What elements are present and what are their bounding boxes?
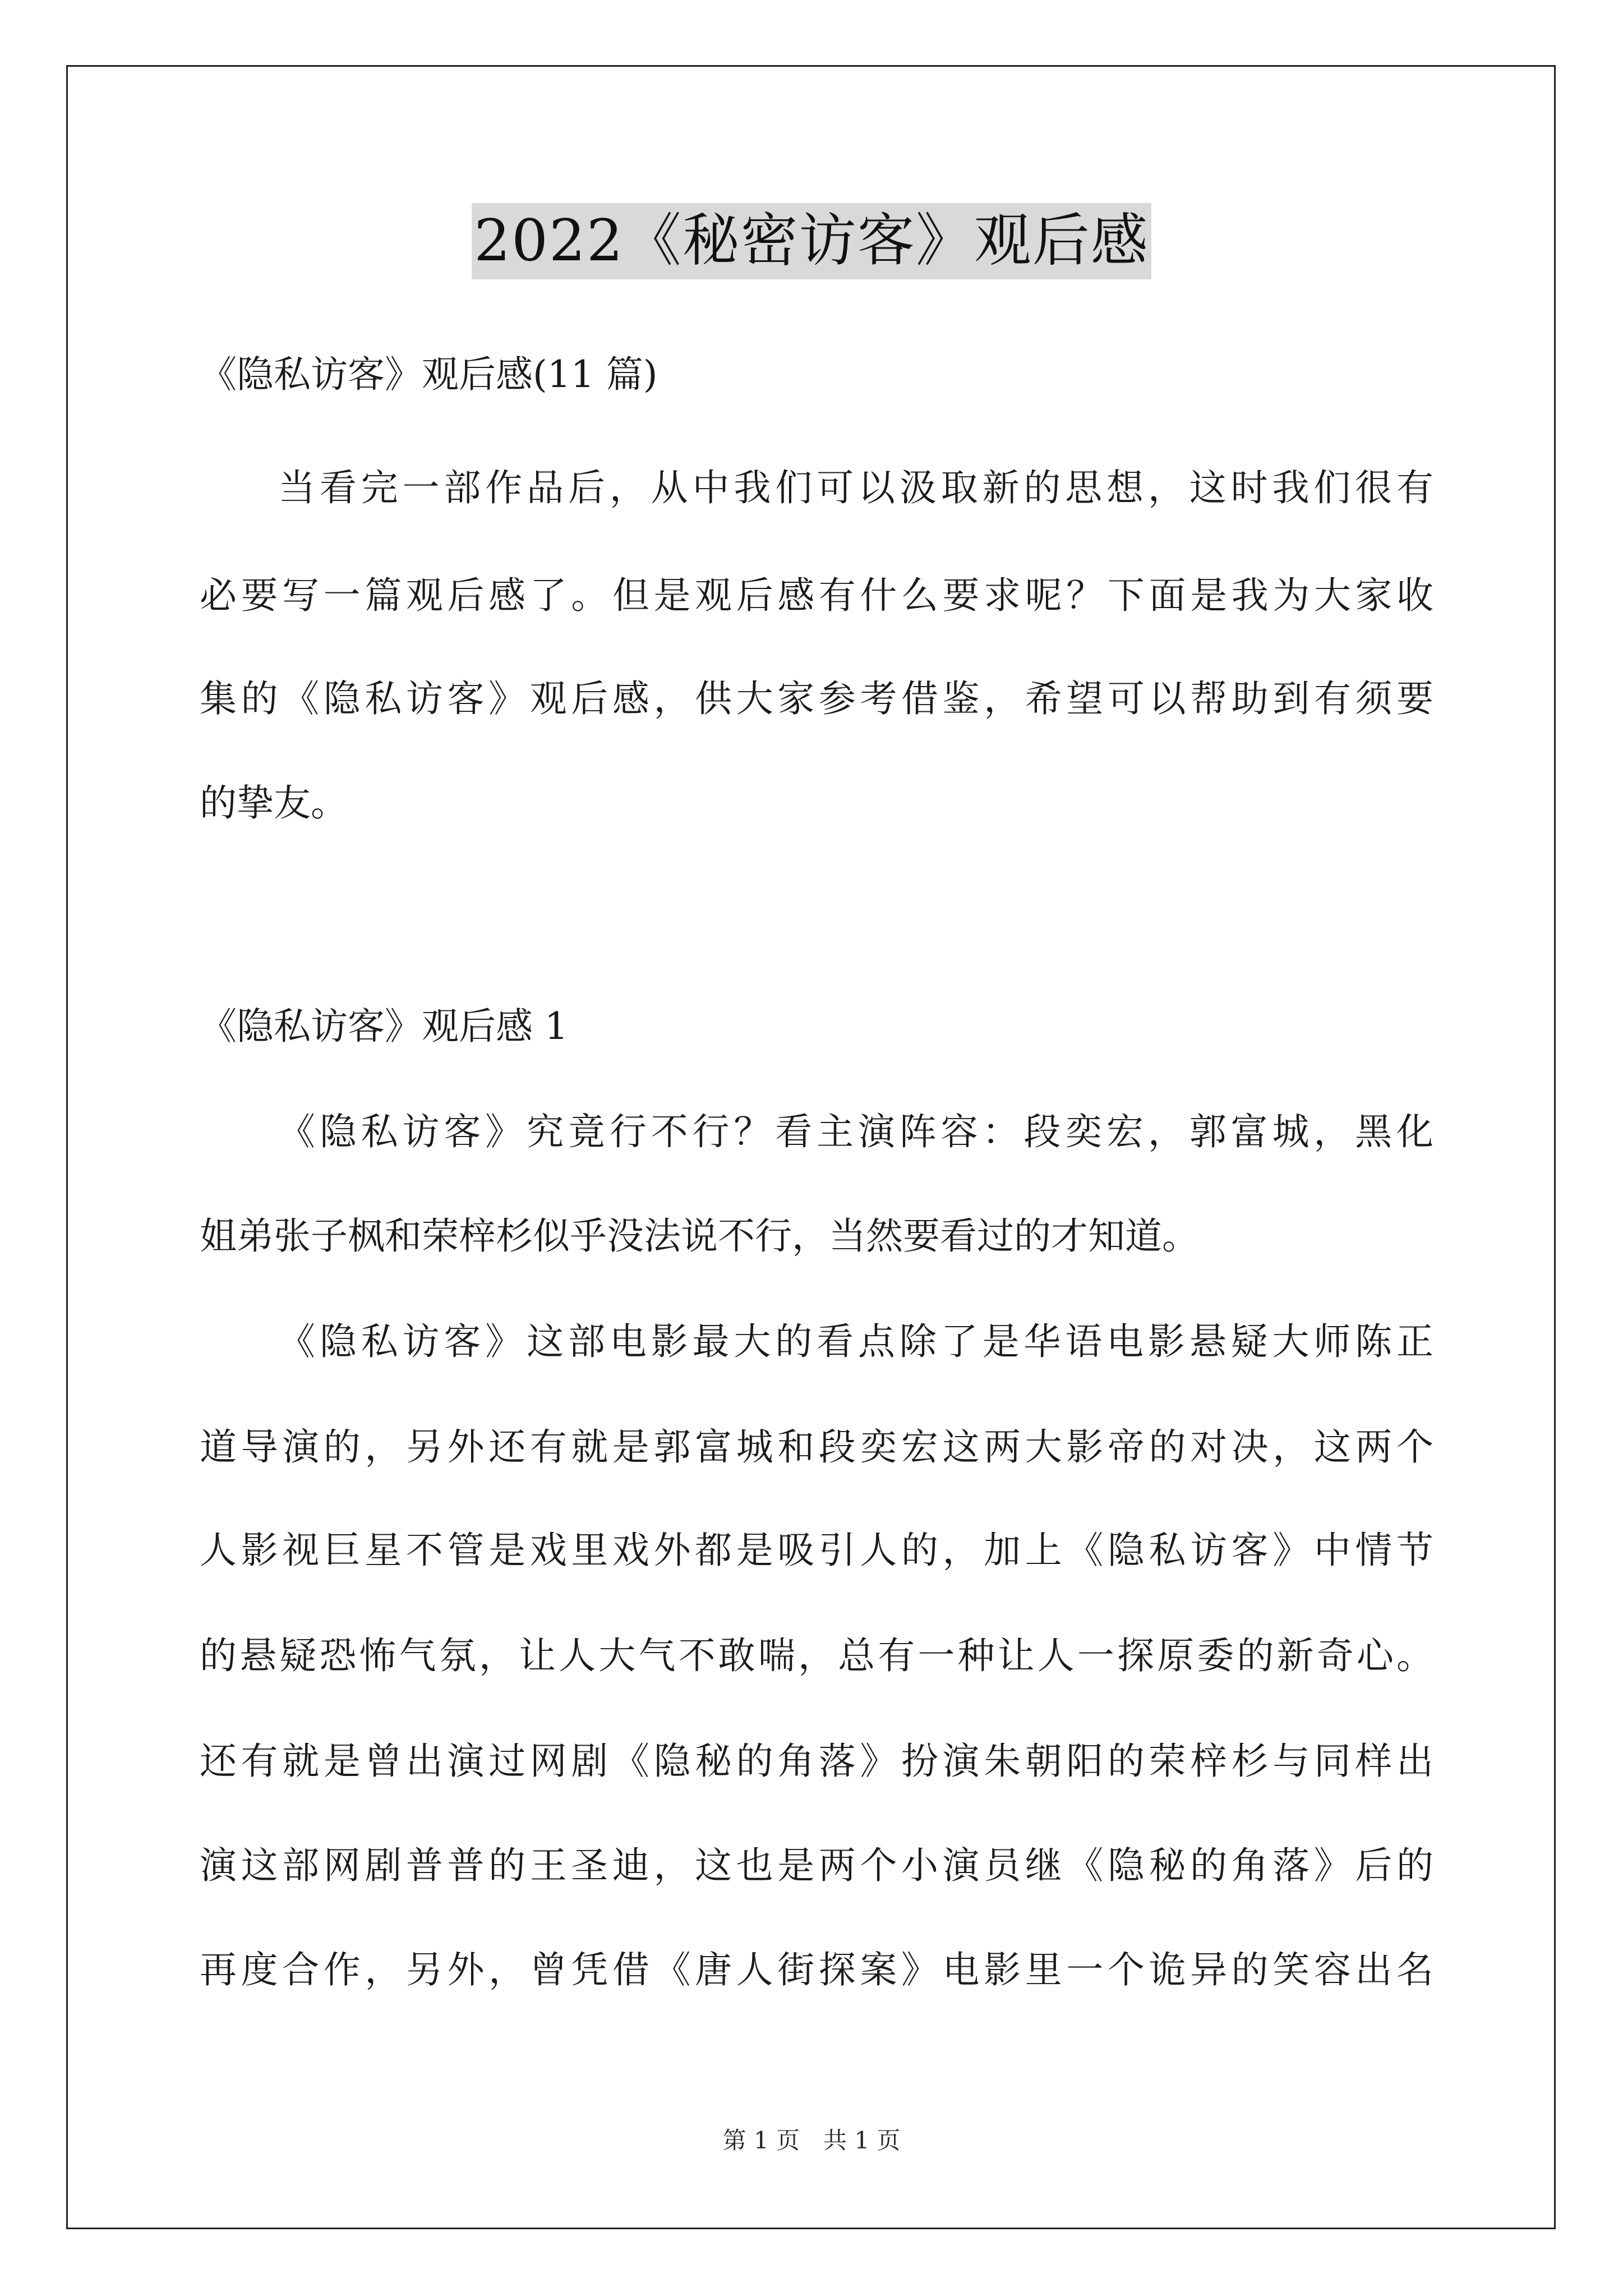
- paragraph-line: 再度合作，另外，曾凭借《唐人街探案》电影里一个诡异的笑容出名: [200, 1948, 1433, 1991]
- section-heading: 《隐私访客》观后感 1: [200, 1005, 568, 1048]
- title-container: [0, 203, 1623, 279]
- paragraph-line: 道导演的，另外还有就是郭富城和段奕宏这两大影帝的对决，这两个: [200, 1425, 1433, 1469]
- intro-line: 当看完一部作品后，从中我们可以汲取新的思想，这时我们很有: [278, 466, 1433, 509]
- paragraph-line: 《隐私访客》这部电影最大的看点除了是华语电影悬疑大师陈正: [278, 1320, 1433, 1363]
- document-title: 2022《秘密访客》观后感: [472, 203, 1151, 279]
- paragraph-line: 《隐私访客》究竟行不行？看主演阵容：段奕宏，郭富城，黑化: [278, 1110, 1433, 1153]
- paragraph-line: 的悬疑恐怖气氛，让人大气不敢喘，总有一种让人一探原委的新奇心。: [200, 1634, 1433, 1677]
- subtitle: 《隐私访客》观后感(11 篇): [200, 353, 658, 396]
- paragraph-line: 人影视巨星不管是戏里戏外都是吸引人的，加上《隐私访客》中情节: [200, 1529, 1433, 1572]
- intro-line: 的挚友。: [200, 781, 348, 825]
- page-footer: 第 1 页 共 1 页: [722, 2127, 901, 2154]
- intro-line: 集的《隐私访客》观后感，供大家参考借鉴，希望可以帮助到有须要: [200, 677, 1433, 720]
- paragraph-line: 演这部网剧普普的王圣迪，这也是两个小演员继《隐秘的角落》后的: [200, 1844, 1433, 1887]
- paragraph-line: 还有就是曾出演过网剧《隐秘的角落》扮演朱朝阳的荣梓杉与同样出: [200, 1740, 1433, 1783]
- intro-line: 必要写一篇观后感了。但是观后感有什么要求呢？下面是我为大家收: [200, 574, 1433, 617]
- paragraph-line: 姐弟张子枫和荣梓杉似乎没法说不行，当然要看过的才知道。: [200, 1214, 1199, 1258]
